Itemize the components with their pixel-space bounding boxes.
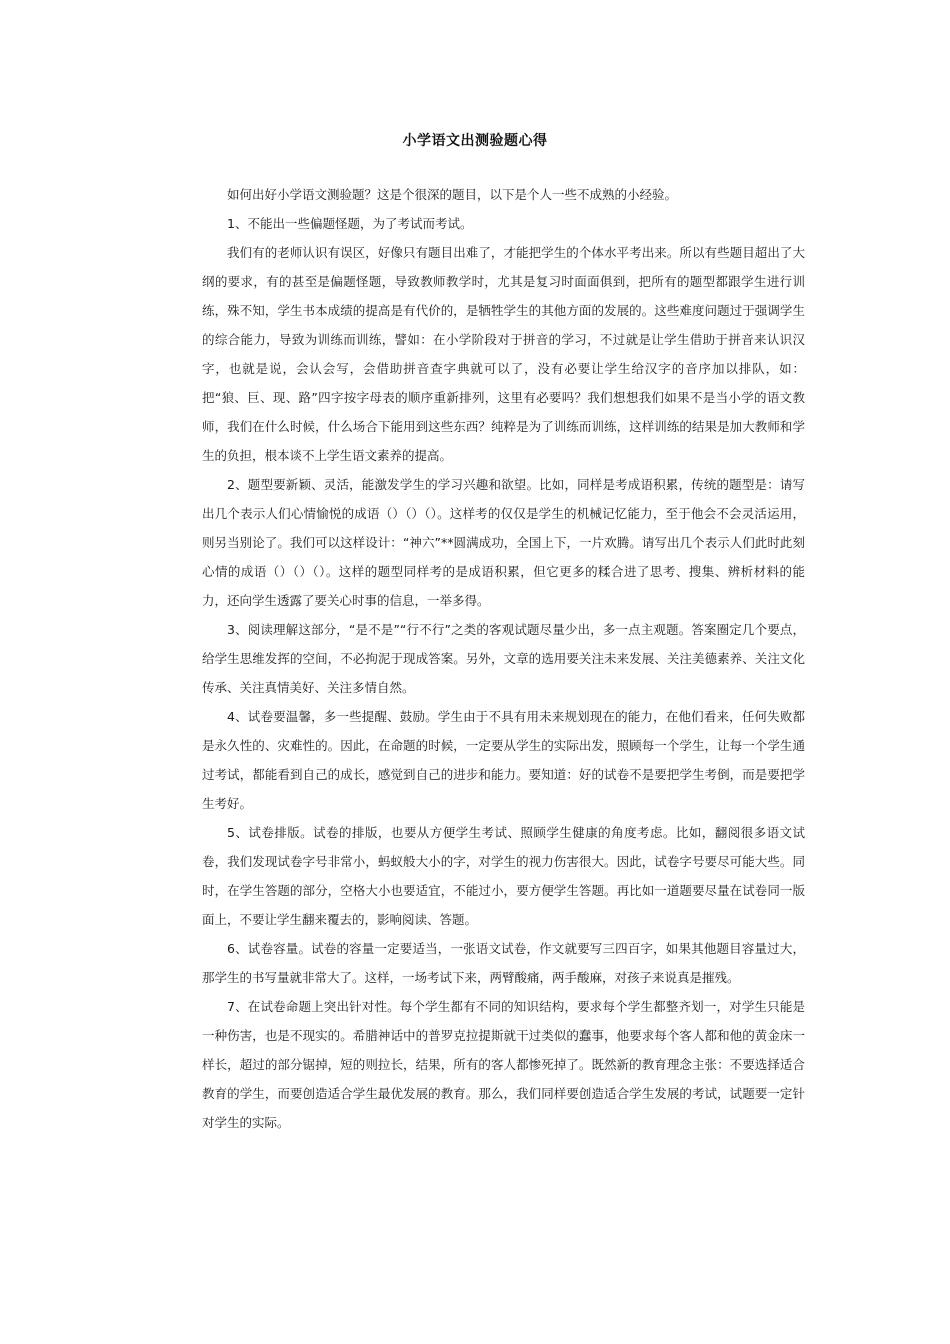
document-title: 小学语文出测验题心得 bbox=[402, 133, 548, 149]
paragraph-point-3: 3、阅读理解这部分，“是不是”“行不行”之类的客观试题尽量少出，多一点主观题。答案圈定几个要点，给学生思维发挥的空间，不必拘泥于现成答案。另外，文章的选用要关注未来发展、关注美德素养、关注文化传承、关注真情美好、关注多情自然。 bbox=[202, 622, 805, 695]
paragraph-point-5: 5、试卷排版。试卷的排版，也要从方便学生考试、照顾学生健康的角度考虑。比如，翻阅很多语文试卷，我们发现试卷字号非常小，蚂蚁般大小的字，对学生的视力伤害很大。因此，试卷字号要尽可能大些。同时，在学生答题的部分，空格大小也要适宜，不能过小，要方便学生答题。再比如一道题要尽量在试卷同一版面上，不要让学生翻来覆去的，影响阅读、答题。 bbox=[202, 825, 805, 927]
paragraph-point-1-heading: 1、不能出一些偏题怪题，为了考试而考试。 bbox=[227, 216, 473, 231]
paragraph-point-7: 7、在试卷命题上突出针对性。每个学生都有不同的知识结构，要求每个学生都整齐划一，对学生只能是一种伤害，也是不现实的。希腊神话中的普罗克拉提斯就干过类似的蠢事，他要求每个客人都和他的黄金床一样长，超过的部分锯掉，短的则拉长，结果，所有的客人都惨死掉了。既然新的教育理念主张：不要选择适合教育的学生，而要创造适合学生最优发展的教育。那么，我们同样要创造适合学生发展的考试，试题要一定针对学生的实际。 bbox=[202, 999, 805, 1130]
paragraph-point-6: 6、试卷容量。试卷的容量一定要适当，一张语文试卷，作文就要写三四百字，如果其他题目容量过大，那学生的书写量就非常大了。这样，一场考试下来，两臂酸痛，两手酸麻，对孩子来说真是摧残。 bbox=[202, 941, 805, 985]
paragraph-point-2: 2、题型要新颖、灵活，能激发学生的学习兴趣和欲望。比如，同样是考成语积累，传统的题型是：请写出几个表示人们心情愉悦的成语（）（）（）。这样考的仅仅是学生的机械记忆能力，至于他会不会灵活运用，则另当别论了。我们可以这样设计：“神六”**圆满成功，全国上下，一片欢腾。请写出几个表示人们此时此刻心情的成语（）（）（）。这样的题型同样考的是成语积累，但它更多的糅合进了思考、搜集、辨析材料的能力，还向学生透露了要关心时事的信息，一举多得。 bbox=[202, 477, 805, 608]
paragraph-point-1-body: 我们有的老师认识有误区，好像只有题目出难了，才能把学生的个体水平考出来。所以有些题目超出了大纲的要求，有的甚至是偏题怪题，导致教师教学时，尤其是复习时面面俱到，把所有的题型都跟学生进行训练，殊不知，学生书本成绩的提高是有代价的，是牺牲学生的其他方面的发展的。这些难度问题过于强调学生的综合能力，导致为训练而训练，譬如：在小学阶段对于拼音的学习，不过就是让学生借助于拼音来认识汉字，也就是说，会认会写，会借助拼音查字典就可以了，没有必要让学生给汉字的音序加以排队，如：把“狼、巨、现、路”四字按字母表的顺序重新排列，这里有必要吗？我们想想我们如果不是当小学的语文教师，我们在什么时候，什么场合下能用到这些东西？纯粹是为了训练而训练，这样训练的结果是加大教师和学生的负担，根本谈不上学生语文素养的提高。 bbox=[202, 245, 805, 463]
paragraph-intro: 如何出好小学语文测验题？这是个很深的题目，以下是个人一些不成熟的小经验。 bbox=[227, 187, 678, 202]
document-body bbox=[202, 180, 805, 1137]
paragraph-point-4: 4、试卷要温馨，多一些提醒、鼓励。学生由于不具有用未来规划现在的能力，在他们看来，任何失败都是永久性的、灾难性的。因此，在命题的时候，一定要从学生的实际出发，照顾每一个学生，让每一个学生通过考试，都能看到自己的成长，感觉到自己的进步和能力。要知道：好的试卷不是要把学生考倒，而是要把学生考好。 bbox=[202, 709, 805, 811]
